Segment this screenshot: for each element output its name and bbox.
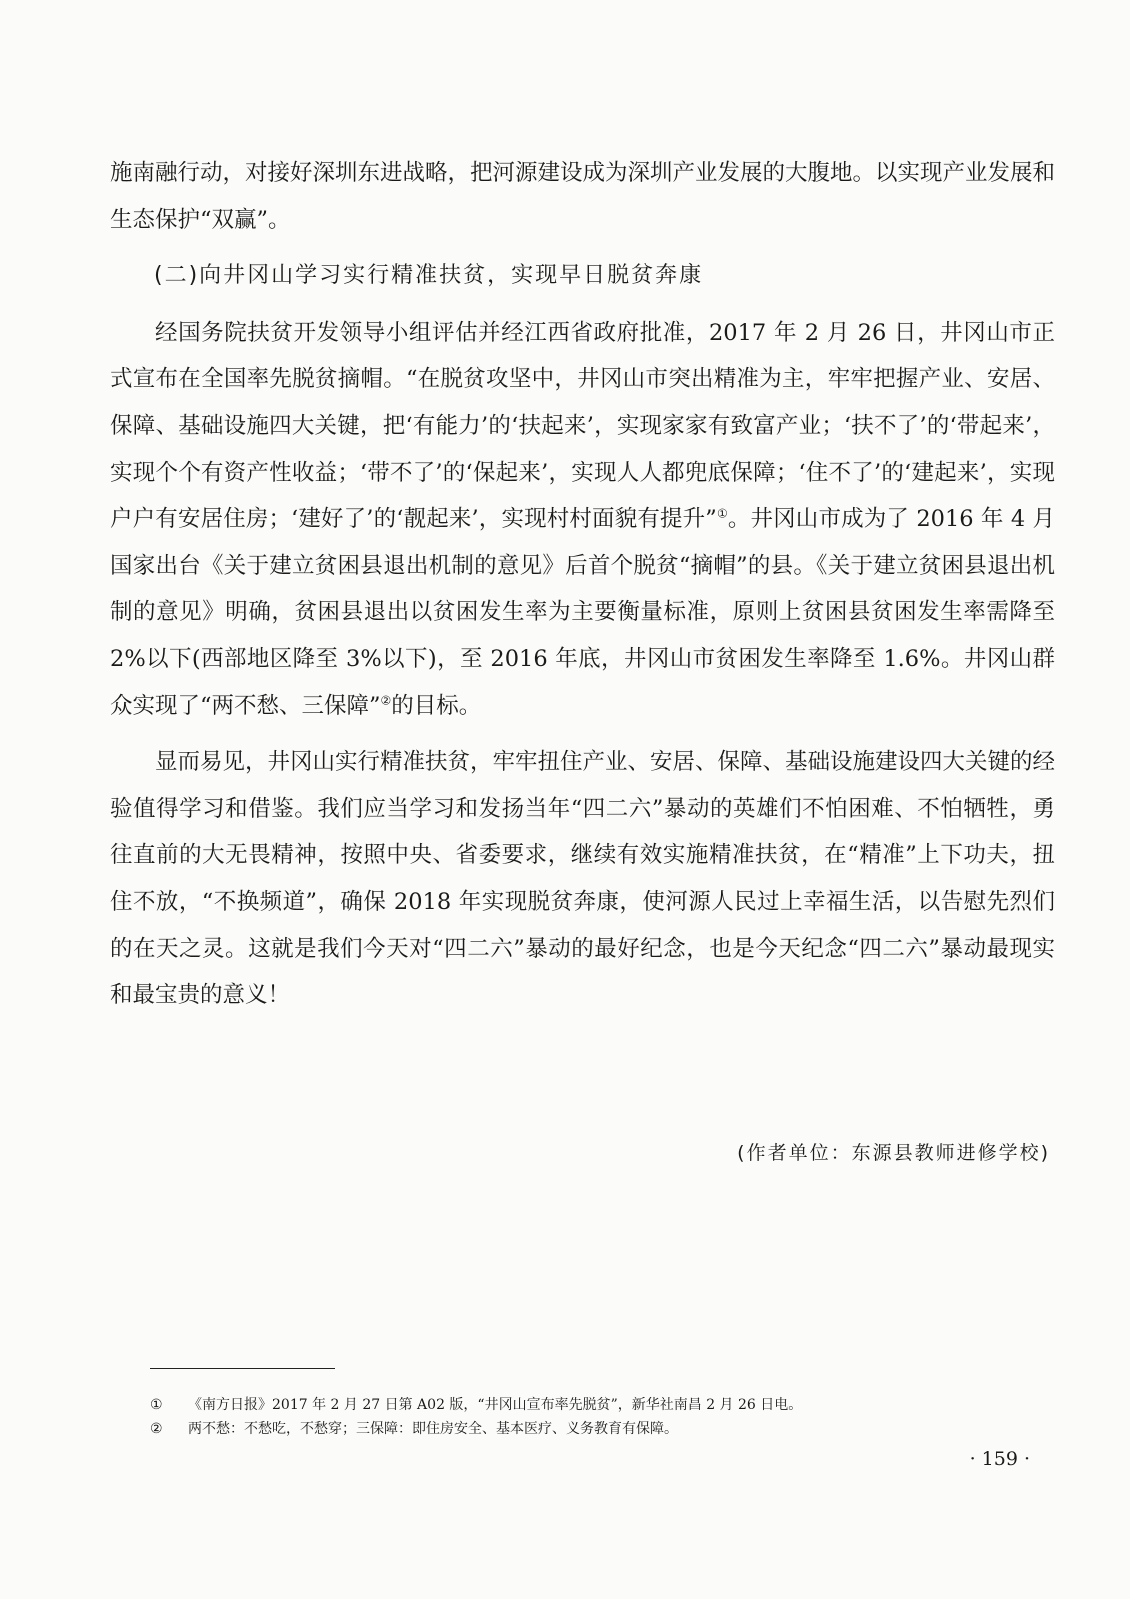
paragraph-conclusion: 显而易见，井冈山实行精准扶贫，牢牢扭住产业、安居、保障、基础设施建设四大关键的经验值得学习和借鉴。我们应当学习和发扬当年“四二六”暴动的英雄们不怕困难、不怕牺牲，勇往直前的大无畏精神，按照中央、省委要求，继续有效实施精准扶贫，在“精准”上下功夫，扭住不放，“不换频道”，确保 2018 年实现脱贫奔康，使河源人民过上幸福生活，以告慰先烈们的在天之灵。这就是我们今天对“四二六”暴动的最好纪念，也是今天纪念“四二六”暴动最现实和最宝贵的意义！: [110, 749, 1056, 1009]
footnote-1: [150, 1393, 1050, 1417]
section-heading: (二)向井冈山学习实行精准扶贫，实现早日脱贫奔康: [154, 263, 704, 289]
footnote-ref-2: ②: [380, 693, 392, 708]
footnote-mark: ②: [150, 1421, 163, 1437]
footnotes: [150, 1393, 1050, 1441]
paragraph-text: 的目标。: [391, 692, 482, 719]
body-text: [110, 150, 1055, 1019]
page-number: · 159 ·: [969, 1448, 1030, 1470]
footnote-text: 《南方日报》2017 年 2 月 27 日第 A02 版，“井冈山宣布率先脱贫”，新华社南昌 2 月 26 日电。: [188, 1397, 803, 1413]
footnote-divider: [150, 1368, 335, 1369]
footnote-text: 两不愁：不愁吃，不愁穿；三保障：即住房安全、基本医疗、义务教育有保障。: [188, 1421, 678, 1437]
paragraph-jinggangshan: [110, 310, 1055, 729]
paragraph-continuation: 施南融行动，对接好深圳东进战略，把河源建设成为深圳产业发展的大腹地。以实现产业发展和生态保护“双赢”。: [110, 160, 1056, 233]
author-affiliation: (作者单位：东源县教师进修学校): [737, 1142, 1050, 1164]
footnote-2: [150, 1417, 1050, 1441]
footnote-mark: ①: [150, 1397, 163, 1413]
footnote-ref-1: ①: [716, 506, 728, 521]
paragraph-text: 。井冈山市成为了 2016 年 4 月国家出台《关于建立贫困县退出机制的意见》后首个脱贫“摘帽”的县。《关于建立贫困县退出机制的意见》明确，贫困县退出以贫困发生率为主要衡量标准，原则上贫困县贫困发生率需降至 2%以下(西部地区降至 3%以下)，至 2016 年底，井冈山市贫困发生率降至 1.6%。井冈山群众实现了“两不愁、三保障”: [110, 506, 1055, 719]
paragraph-text: 经国务院扶贫开发领导小组评估并经江西省政府批准，2017 年 2 月 26 日，井冈山市正式宣布在全国率先脱贫摘帽。“在脱贫攻坚中，井冈山市突出精准为主，牢牢把握产业、安居、保障、基础设施四大关键，把‘有能力’的‘扶起来’，实现家家有致富产业；‘扶不了’的‘带起来’，实现个个有资产性收益；‘带不了’的‘保起来’，实现人人都兜底保障；‘住不了’的‘建起来’，实现户户有安居住房；‘建好了’的‘靓起来’，实现村村面貌有提升”: [110, 319, 1055, 533]
